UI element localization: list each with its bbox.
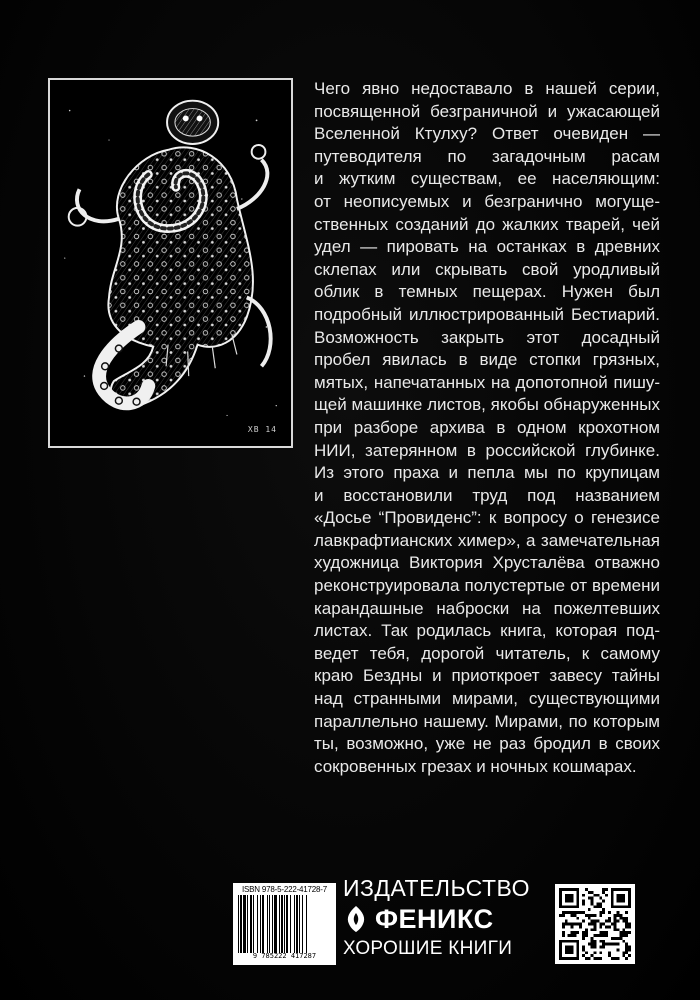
- blurb-line: «Досье “Провиденс”: к вопросу о генезисе: [314, 508, 660, 528]
- artist-signature: ХВ 14: [247, 425, 277, 434]
- blurb-line: Возможность закрыть этот досадный: [314, 327, 660, 347]
- blurb-line: от неописуемых и безгранично могуще-: [314, 191, 660, 211]
- blurb-line: художница Виктория Хрусталёва отважно: [314, 553, 660, 573]
- blurb-line: над странными мирами, существующими: [314, 689, 660, 709]
- blurb-line: мятых, напечатанных на допотопной пишу-: [314, 372, 660, 392]
- blurb-line: карандашные наброски на пожелтевших: [314, 598, 660, 618]
- publisher-brand: [343, 904, 543, 934]
- qr-code: [555, 884, 635, 964]
- blurb-line: Чего явно недоставало в нашей серии,: [314, 79, 660, 98]
- blurb-line: сокровенных грезах и ночных кошмарах.: [314, 756, 637, 776]
- blurb-line: подробный иллюстрированный Бестиарий.: [314, 304, 660, 324]
- blurb-line: ведет тебя, дорогой читатель, к самому: [314, 643, 660, 663]
- publisher-name: ФЕНИКС: [375, 904, 494, 934]
- barcode-digits: 9 785222 417287: [252, 952, 317, 960]
- isbn-barcode: [233, 883, 336, 965]
- blurb-line: Вселенной Ктулху? Ответ очевиден —: [314, 124, 660, 144]
- phoenix-logo-icon: [343, 904, 369, 934]
- blurb-line: и восстановили труд под названием: [314, 485, 660, 505]
- blurb-line: реконструировала полустертые от времени: [314, 576, 660, 596]
- blurb-line: лавкрафтианских химер», а замечательная: [314, 530, 660, 550]
- cover-illustration: [48, 78, 293, 448]
- blurb-line: и жутким существам, ее населяющим:: [314, 169, 660, 189]
- blurb-line: пробел явилась в виде стопки грязных,: [314, 350, 660, 370]
- barcode-bars: [236, 895, 333, 953]
- blurb-line: при разборе архива в одном крохотном: [314, 417, 660, 437]
- tentacle-creature-drawing: [50, 80, 291, 446]
- blurb-line: ты, возможно, уже не раз бродил в своих: [314, 734, 660, 754]
- publisher-label: ИЗДАТЕЛЬСТВО: [343, 875, 530, 901]
- publisher-block: [343, 874, 543, 961]
- blurb-line: ственных созданий до жалких тварей, чей: [314, 214, 660, 234]
- blurb-line: параллельно нашему. Мирами, по которым: [314, 711, 660, 731]
- blurb-line: Из этого праха и пепла мы по крупицам: [314, 463, 660, 483]
- blurb-line: листах. Так родилась книга, которая под-: [314, 621, 660, 641]
- blurb-line: склепах или скрывать свой уродливый: [314, 259, 660, 279]
- isbn-label: ISBN 978-5-222-41728-7: [242, 885, 327, 894]
- blurb-line: краю Бездны и приоткроет завесу тайны: [314, 666, 660, 686]
- blurb-text: [314, 78, 660, 778]
- blurb-line: удел — пировать на останках в древних: [314, 237, 660, 257]
- blurb-line: облик в темных пещерах. Нужен был: [314, 282, 660, 302]
- blurb-line: путеводителя по загадочным расам: [314, 146, 660, 166]
- blurb-line: щей машинке листов, якобы обнаруженных: [314, 395, 660, 415]
- qr-code-icon: [559, 888, 631, 960]
- blurb-line: НИИ, затерянном в российской глубинке.: [314, 440, 660, 460]
- blurb-line: посвященной безграничной и ужасающей: [314, 101, 660, 121]
- publisher-slogan: ХОРОШИЕ КНИГИ: [343, 938, 513, 959]
